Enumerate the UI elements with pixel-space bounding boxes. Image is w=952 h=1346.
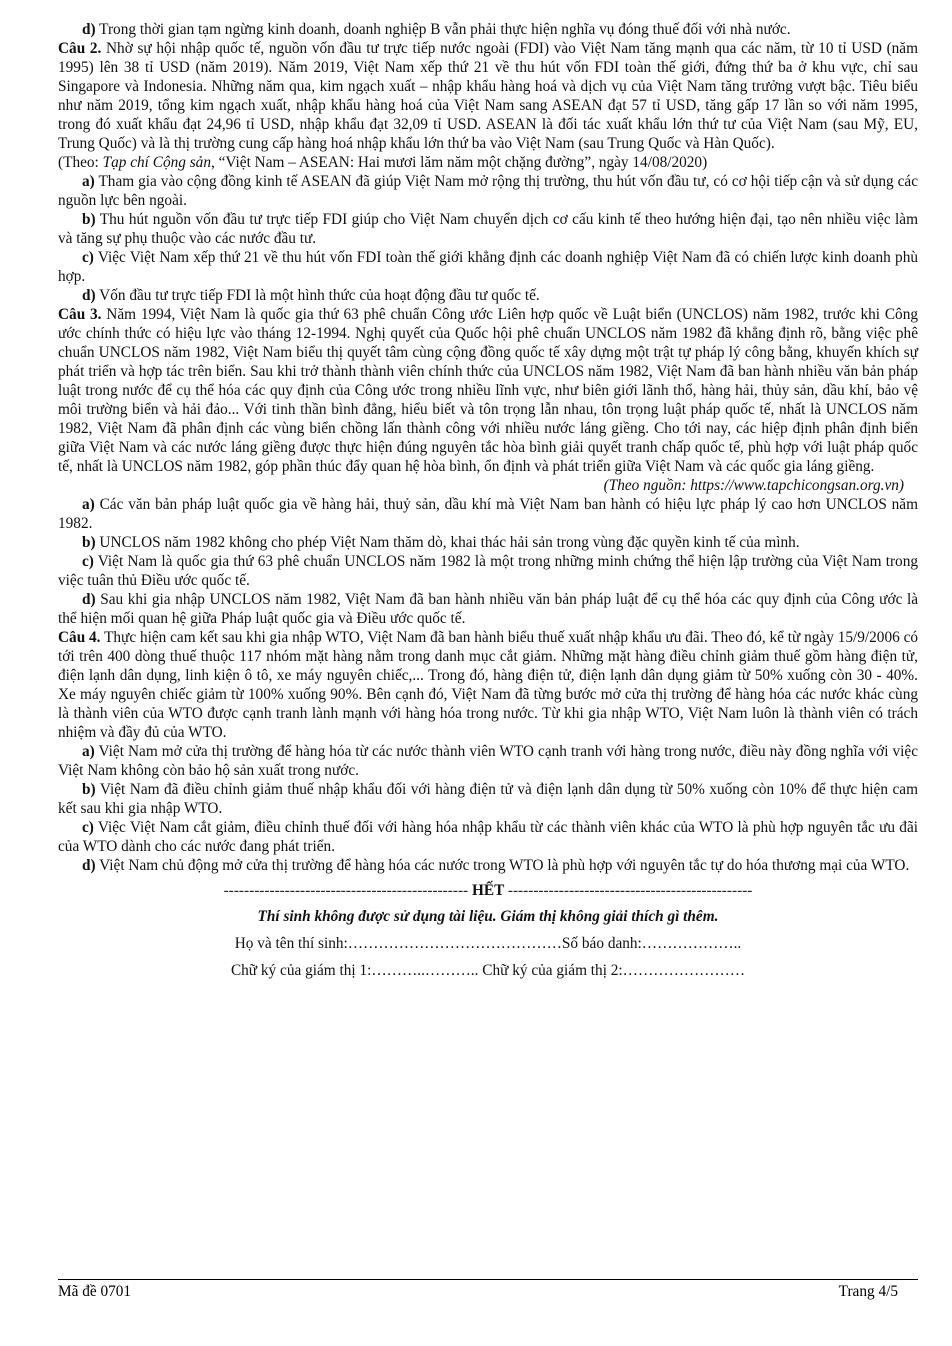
q3-option-c — [58, 552, 918, 590]
option-label: d) — [82, 21, 96, 38]
option-text: UNCLOS năm 1982 không cho phép Việt Nam thăm dò, khai thác hải sản trong vùng đặc quyền kinh tế của mình. — [95, 534, 800, 551]
question-label: Câu 3. — [58, 306, 102, 323]
page-number: Trang 4/5 — [838, 1283, 898, 1300]
q3-option-a — [58, 495, 918, 533]
q2-stem — [58, 39, 918, 153]
option-text: Việc Việt Nam xếp thứ 21 về thu hút vốn FDI toàn thế giới khẳng định các doanh nghiệp Việt Nam đã có chiến lược kinh doanh phù hợp. — [58, 249, 918, 285]
source-journal: Tạp chí Cộng sản — [102, 154, 211, 171]
q3-source: (Theo nguồn: https://www.tapchicongsan.org.vn) — [603, 477, 904, 494]
q4-option-a — [58, 742, 918, 780]
option-label: c) — [82, 553, 94, 570]
question-body: Thực hiện cam kết sau khi gia nhập WTO, Việt Nam đã ban hành biểu thuế xuất nhập khẩu ưu đãi. Theo đó, kể từ ngày 15/9/2006 có tới trên 400 dòng thuế thuộc 117 nhóm mặt hàng nằm trong danh mục cắt giảm. Những mặt hàng điều chỉnh giảm thuế gồm hàng điện tử, điện lạnh dân dụng, linh kiện ô tô, xe máy nguyên chiếc,... Trong đó, hàng điện tử, điện lạnh dân dụng giảm từ 50% xuống còn 30 - 40%. Xe máy nguyên chiếc giảm từ 100% xuống 90%. Bên cạnh đó, Việt Nam đã từng bước mở cửa thị trường để hàng hóa các nước khác cùng là thành viên của WTO được cạnh tranh lành mạnh với hàng hóa trong nước. Từ khi gia nhập WTO, Việt Nam luôn là thành viên có trách nhiệm và đầy đủ của WTO. — [58, 629, 919, 741]
q4-option-d — [58, 856, 918, 875]
option-text: Thu hút nguồn vốn đầu tư trực tiếp FDI giúp cho Việt Nam chuyển dịch cơ cấu kinh tế theo hướng hiện đại, tạo nên nhiều việc làm và tăng sự phụ thuộc vào các nước đầu tư. — [58, 211, 918, 247]
q2-source — [58, 153, 918, 172]
question-label: Câu 2. — [58, 40, 102, 57]
option-label: b) — [82, 781, 96, 798]
end-marker — [58, 881, 918, 900]
q3-option-b — [58, 533, 918, 552]
q2-option-d — [58, 286, 918, 305]
option-label: a) — [82, 743, 95, 760]
option-label: b) — [82, 534, 96, 551]
q4-stem — [58, 628, 918, 742]
divider-left: ------------------------------------------------ — [223, 882, 469, 899]
option-label: d) — [82, 591, 96, 608]
option-label: a) — [82, 496, 95, 513]
source-prefix: (Theo: — [58, 154, 103, 171]
option-text: Việt Nam là quốc gia thứ 63 phê chuẩn UNCLOS năm 1982 là một trong những minh chứng thể hiện lập trường của Việt Nam trong việc tuân thủ Điều ước quốc tế. — [58, 553, 918, 589]
q2-option-a — [58, 172, 918, 210]
q4-option-c — [58, 818, 918, 856]
option-text: Tham gia vào cộng đồng kinh tế ASEAN đã giúp Việt Nam mở rộng thị trường, thu hút vốn đầu tư, có cơ hội tiếp cận và sử dụng các nguồn lực bên ngoài. — [58, 173, 918, 209]
option-text: Sau khi gia nhập UNCLOS năm 1982, Việt Nam đã ban hành nhiều văn bản pháp luật để cụ thể hóa các quy định của Công ước là thể hiện mối quan hệ giữa Pháp luật quốc gia và Điều ước quốc tế. — [58, 591, 918, 627]
source-suffix: , “Việt Nam – ASEAN: Hai mươi lăm năm một chặng đường”, ngày 14/08/2020) — [210, 154, 708, 171]
q2-option-c — [58, 248, 918, 286]
q4-option-b — [58, 780, 918, 818]
question-body: Năm 1994, Việt Nam là quốc gia thứ 63 phê chuẩn Công ước Liên hợp quốc về Luật biển (UNCLOS) năm 1982, trước khi Công ước chính thức có hiệu lực vào tháng 12-1994. Nghị quyết của Quốc hội phê chuẩn UNCLOS năm 1982 đã khẳng định rõ, bằng việc phê chuẩn UNCLOS năm 1982, Việt Nam biểu thị quyết tâm cùng cộng đồng quốc tế xây dựng một trật tự pháp lý công bằng, khuyến khích sự phát triển và hợp tác trên biển. Sau khi trở thành thành viên chính thức của UNCLOS năm 1982, Việt Nam đã ban hành nhiều văn bản pháp luật trong nước để cụ thể hóa các quy định của Công ước trong nhiều lĩnh vực, như biên giới lãnh thổ, hàng hải, thủy sản, dầu khí, bảo vệ môi trường biển và hải đảo... Với tinh thần bình đẳng, hiểu biết và tôn trọng lẫn nhau, tôn trọng luật pháp quốc tế, nhất là UNCLOS năm 1982, Việt Nam đã phân định các vùng biển chồng lấn thành công với nhiều nước láng giềng. Cho tới nay, các hiệp định phân định biển giữa Việt Nam và các nước láng giềng được thực hiện đúng nguyên tắc hòa bình giải quyết tranh chấp quốc tế, phù hợp với luật pháp quốc tế, nhất là UNCLOS năm 1982, góp phần thúc đẩy quan hệ hòa bình, ổn định và phát triển giữa Việt Nam và các quốc gia láng giềng. — [58, 306, 918, 475]
option-text: Việt Nam chủ động mở cửa thị trường để hàng hóa các nước trong WTO là phù hợp với nguyên tắc tự do hóa thương mại của WTO. — [95, 857, 910, 874]
q1-option-d — [58, 20, 918, 39]
option-label: d) — [82, 857, 96, 874]
q2-option-b — [58, 210, 918, 248]
q3-option-d — [58, 590, 918, 628]
option-text: Vốn đầu tư trực tiếp FDI là một hình thức của hoạt động đầu tư quốc tế. — [95, 287, 540, 304]
option-text: Trong thời gian tạm ngừng kinh doanh, doanh nghiệp B vẫn phải thực hiện nghĩa vụ đóng thuế đối với nhà nước. — [95, 21, 791, 38]
page-footer — [58, 1279, 918, 1301]
proctor-signature-line: Chữ ký của giám thị 1:………..……….. Chữ ký của giám thị 2:…………………… — [230, 962, 746, 979]
question-label: Câu 4. — [58, 629, 101, 646]
candidate-name-line: Họ và tên thí sinh:……………………………………Số báo danh:……………….. — [234, 935, 742, 952]
option-label: c) — [82, 819, 94, 836]
question-body: Nhờ sự hội nhập quốc tế, nguồn vốn đầu tư trực tiếp nước ngoài (FDI) vào Việt Nam tăng mạnh qua các năm, từ 10 tỉ USD (năm 1995) lên 38 tỉ USD (năm 2019). Năm 2019, Việt Nam xếp thứ 21 về thu hút vốn FDI toàn thế giới, đứng thứ ba ở khu vực, chỉ sau Singapore và Indonesia. Những năm qua, kim ngạch xuất – nhập khẩu hàng hoá và dịch vụ của Việt Nam tăng trưởng vượt bậc. Tiêu biểu như năm 2019, tổng kim ngạch xuất, nhập khẩu hàng hoá của Việt Nam sang ASEAN đạt 57 tỉ USD, tăng gấp 17 lần so với năm 1995, trong đó xuất khẩu đạt 24,96 tỉ USD, nhập khẩu đạt 32,09 tỉ USD. ASEAN là đối tác xuất khẩu lớn thứ tư của Việt Nam (sau Mỹ, EU, Trung Quốc) và là thị trường cung cấp hàng hoá nhập khẩu lớn thứ ba vào Việt Nam (sau Trung Quốc và Hàn Quốc). — [58, 40, 918, 152]
option-label: a) — [82, 173, 95, 190]
option-label: d) — [82, 287, 96, 304]
q3-stem — [58, 305, 918, 476]
exam-code: Mã đề 0701 — [58, 1283, 132, 1300]
option-text: Việt Nam đã điều chỉnh giảm thuế nhập khẩu đối với hàng điện tử và điện lạnh dân dụng từ 50% xuống còn 10% để thực hiện cam kết sau khi gia nhập WTO. — [58, 781, 918, 817]
option-label: c) — [82, 249, 94, 266]
exam-page — [58, 20, 918, 980]
option-label: b) — [82, 211, 96, 228]
option-text: Việc Việt Nam cắt giảm, điều chỉnh thuế đối với hàng hóa nhập khẩu từ các thành viên khác của WTO là phù hợp nguyên tắc ưu đãi của WTO dành cho các nước đang phát triển. — [58, 819, 918, 855]
exam-instructions: Thí sinh không được sử dụng tài liệu. Giám thị không giải thích gì thêm. — [257, 908, 719, 925]
option-text: Các văn bản pháp luật quốc gia về hàng hải, thuỷ sản, dầu khí mà Việt Nam ban hành có hiệu lực pháp lý cao hơn UNCLOS năm 1982. — [58, 496, 918, 532]
option-text: Việt Nam mở cửa thị trường để hàng hóa từ các nước thành viên WTO cạnh tranh với hàng trong nước, điều này đồng nghĩa với việc Việt Nam không còn bảo hộ sản xuất trong nước. — [58, 743, 918, 779]
end-word: HẾT — [471, 882, 505, 899]
divider-right: ------------------------------------------------ — [507, 882, 753, 899]
